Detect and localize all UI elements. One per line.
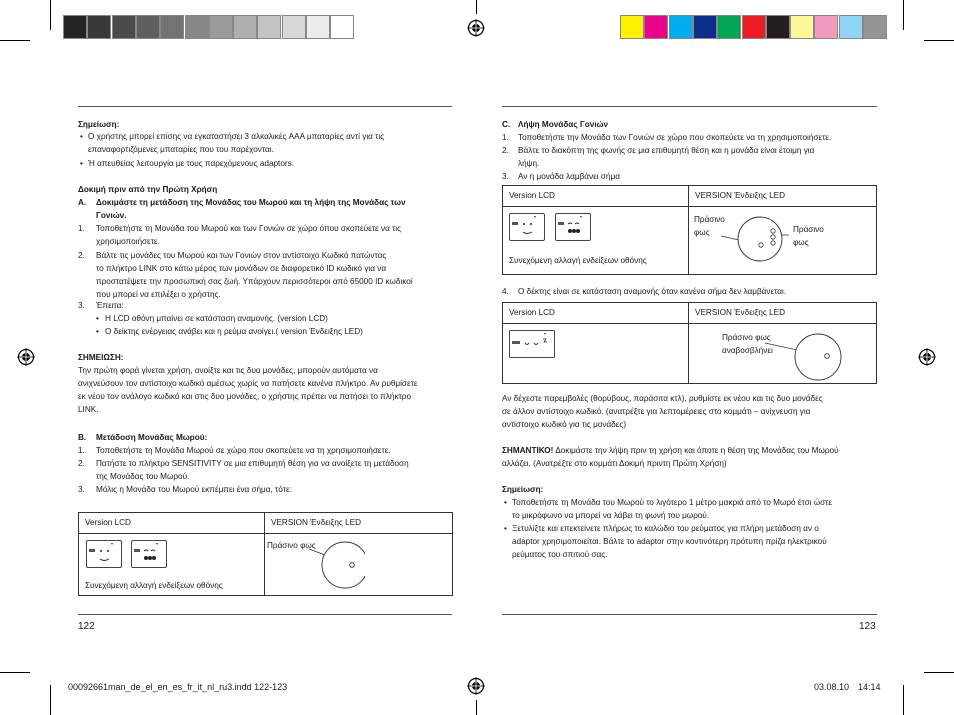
step-number: 3. — [78, 485, 85, 494]
step-text: Τοποθετήστε τη Μονάδα Μωρού σε χώρο που σκοπεύετε να τη χρησιμοποιήσετε. — [96, 446, 391, 455]
led-device-icon — [717, 214, 797, 264]
color-swatch — [160, 15, 184, 39]
color-swatch — [330, 15, 354, 39]
step-item: Ο δείκτης ενέργειας ανάβει και η ρεύμα ανοίγει.( version Ένδειξης LED) — [105, 327, 363, 336]
step-number: 2. — [78, 251, 85, 260]
color-swatch — [839, 15, 863, 39]
note-line: LINK. — [78, 405, 99, 414]
paragraph-line: σε άλλον αντίστοιχο κωδικό. (ανατρέξτε για λεπτομέρειες στο κομμάτι – ανίχνευση για — [502, 407, 811, 416]
step-number: 1. — [502, 133, 509, 142]
paragraph-line: Αν δέχεστε παρεμβολές (θορύβους, παράσιτα κτλ), ρυθμίστε εκ νέου και τις δυο μονάδες — [502, 394, 823, 403]
subsection-title: Λήψη Μονάδας Γονιών — [518, 120, 609, 129]
table-header: Version LCD — [85, 518, 131, 527]
important-line: αλλάζει. (Ανατρέξτε στο κομμάτι Δοκιμή πριντη Πρώτη Χρήση) — [502, 459, 727, 468]
step-text: Μόλις η Μονάδα του Μωρού εκπέμπει ένα σήμα, τότε: — [96, 485, 292, 494]
page-number: 123 — [859, 621, 876, 632]
table-header: VERSION Ένδειξης LED — [695, 191, 786, 200]
step-text: Τοποθετήστε την Μονάδα των Γονιών σε χώρο που σκοπεύετε να τη χρησιμοποιήσετε. — [518, 133, 832, 142]
color-swatch — [257, 15, 281, 39]
registration-mark-icon — [17, 348, 35, 366]
top-rule — [502, 106, 877, 107]
important-line: ΣΗΜΑΝΤΙΚΟ! Δοκιμάστε την λήψη πριν τη χρήση και όποτε η θέση της Μονάδας του Μωρού — [502, 446, 839, 455]
bottom-rule — [78, 614, 452, 615]
color-swatch — [136, 15, 160, 39]
note-title: Σημείωση: — [78, 120, 120, 129]
color-swatch — [620, 15, 644, 39]
crop-mark — [0, 40, 30, 41]
note-item: Ή απευθείας λειτουργία με τους παρεχόμενους adaptors. — [88, 159, 294, 168]
color-swatch — [87, 15, 111, 39]
crop-mark — [0, 672, 30, 673]
slug-filename: 00092661man_de_el_en_es_fr_it_nl_ru3.indd 122-123 — [68, 682, 288, 692]
slug-date: 03.08.10 — [814, 682, 850, 692]
color-swatch — [112, 15, 136, 39]
step-text: λήψη. — [518, 159, 540, 168]
table-header: VERSION Ένδειξης LED — [695, 308, 786, 317]
note-item: ρεύματος του σπιτιού σας. — [512, 550, 608, 559]
subsection-title: Δοκιμάστε τη μετάδοση της Μονάδας του Μωρού και τη λήψη της Μονάδας των — [96, 198, 406, 207]
step-number: 2. — [502, 146, 509, 155]
step-text: Πατήστε το πλήκτρο SENSITIVITY σε μια επιθυμητή θέση για να ανοίξετε τη μετάδοση — [96, 459, 409, 468]
crop-mark — [924, 672, 954, 673]
lcd-screen-icon — [509, 330, 555, 358]
table-header: Version LCD — [509, 308, 555, 317]
bullet-icon: • — [504, 524, 507, 533]
led-label: Πράσινο φως — [267, 541, 316, 550]
crop-mark — [924, 40, 954, 41]
note-item: επαναφορτιζόμενες μπαταρίες που του παρέχονται. — [88, 145, 274, 154]
color-swatch — [63, 15, 87, 39]
note-line: ανιχνεύσουν τον αντίστοιχο κωδικό αμέσως χωρίς να πατήσετε κανένα πλήκτρο. Αν ρυθμίσετε — [78, 379, 418, 388]
crop-mark — [50, 685, 51, 715]
step-label: C. — [502, 120, 511, 129]
led-device-icon — [763, 329, 849, 383]
important-label: ΣΗΜΑΝΤΙΚΟ! — [502, 446, 554, 455]
crop-mark — [903, 685, 904, 715]
registration-mark-icon — [467, 677, 485, 695]
step-text: της Μονάδας του Μωρού. — [96, 472, 190, 481]
note-line: εκ νέου τον ανάλογο κωδικό και στις δυο μονάδες, ο χρήστης πρέπει να πατήσει το πλήκτρο — [78, 392, 411, 401]
color-swatch — [814, 15, 838, 39]
table-header: Version LCD — [509, 191, 555, 200]
crop-mark — [476, 700, 477, 715]
step-item: Η LCD οθόνη μπαίνει σε κατάσταση αναμονής. (version LCD) — [105, 314, 328, 323]
step-text: προστατέψετε την προσωπική σας ζωή. Υπάρχουν περισσότεροι από 65000 ID κωδικοί — [96, 277, 413, 286]
color-swatch — [185, 15, 209, 39]
bullet-icon: • — [504, 498, 507, 507]
note-title: ΣΗΜΕΙΩΣΗ: — [78, 353, 124, 362]
step-number: 3. — [502, 172, 509, 181]
color-swatch — [209, 15, 233, 39]
bullet-icon: • — [96, 327, 99, 336]
led-label: αναβοσβλήνει — [722, 346, 773, 355]
step-label: A. — [78, 198, 87, 207]
page-number: 122 — [78, 621, 95, 632]
note-item: Τοποθετήστε τη Μονάδα του Μωρού το λιγότερο 1 μέτρο μακριά από το Μωρό έτσι ώστε — [512, 498, 833, 507]
led-label: φως — [793, 238, 809, 247]
color-swatch — [766, 15, 790, 39]
color-swatch — [282, 15, 306, 39]
note-item: Ξετυλίξτε και επεκτείνετε πλήρως το καλώδιο του ρεύματος για πλήρη μετάδοση αν ο — [512, 524, 819, 533]
step-number: 1. — [78, 446, 85, 455]
slug-time: 14:14 — [858, 682, 881, 692]
lcd-screen-icon — [131, 540, 167, 568]
subsection-title: Μετάδοση Μονάδας Μωρού: — [96, 433, 208, 442]
bullet-icon: • — [80, 159, 83, 168]
crop-mark — [903, 0, 904, 30]
step-number: 2. — [78, 459, 85, 468]
color-swatch — [790, 15, 814, 39]
step-text: Βάλτε τις μονάδες του Μωρού και των Γονιών στον αντίστοιχο Κωδικό πατώντας — [96, 251, 387, 260]
led-label: Πράσινο — [694, 215, 725, 224]
section-title: Δοκιμή πριν από την Πρώτη Χρήση — [78, 185, 218, 194]
note-item: Ο χρήστης μπορεί επίσης να εγκαταστήσει 3 αλκαλικές AAA μπαταρίες αντί για τις — [88, 132, 385, 141]
color-swatch — [306, 15, 330, 39]
color-swatch — [717, 15, 741, 39]
led-device-icon — [265, 537, 365, 595]
led-label: φως — [694, 228, 710, 237]
step-label: B. — [78, 433, 87, 442]
step-text: Αν η μονάδα λαμβάνει σήμα — [518, 172, 620, 181]
indicator-table — [502, 185, 877, 275]
indicator-table — [78, 512, 453, 596]
color-swatch — [669, 15, 693, 39]
crop-mark — [476, 0, 477, 14]
crop-mark — [50, 0, 51, 30]
table-header: VERSION Ένδειξης LED — [271, 518, 362, 527]
step-text: το πλήκτρο LINK στο κάτω μέρος των μονάδων σε διαφορετικό ID κωδικό για να — [96, 264, 387, 273]
led-label: Πράσινο φως — [722, 333, 771, 342]
bottom-rule — [502, 614, 877, 615]
step-text: χρησιμοποιήσετε. — [96, 237, 160, 246]
paragraph-line: αντίστοιχο κωδικό για τις μονάδες) — [502, 420, 627, 429]
subsection-title: Γονιών. — [96, 211, 127, 220]
step-number: 4. — [502, 287, 509, 296]
lcd-screen-icon — [509, 213, 545, 241]
led-label: Πράσινο — [793, 225, 824, 234]
top-rule — [78, 106, 452, 107]
bullet-icon: • — [96, 314, 99, 323]
step-text: Έπειτα: — [96, 301, 124, 310]
step-text: Βάλτε το διακόπτη της φωνής σε μια επιθυμητή θέση και η μονάδα είναι έτοιμη για — [518, 146, 815, 155]
step-text: Τοποθετήστε τη Μονάδα του Μωρού και των Γονιών σε χώρο όπου σκοπεύετε να τις — [96, 224, 402, 233]
step-text: Ο δέκτης είναι σε κατάσταση αναμονής όταν κανένα σήμα δεν λαμβάνεται. — [518, 287, 787, 296]
indicator-table — [502, 302, 877, 384]
color-swatch — [863, 15, 887, 39]
registration-mark-icon — [918, 348, 936, 366]
note-item: το μικρόφωνο να μπορεί να λάβει τη φωνή του μωρού. — [512, 511, 710, 520]
lcd-caption: Συνεχόμενη αλλαγή ενδείξεων οθόνης — [509, 256, 647, 265]
lcd-screen-icon — [86, 540, 122, 568]
color-swatch — [742, 15, 766, 39]
step-text: που μπορεί να επιλέξει ο χρήστης. — [96, 290, 221, 299]
note-line: Την πρώτη φορά γίνεται χρήση, ανοίξτε και τις δυο μονάδες, μπορούν αυτόματα να — [78, 366, 378, 375]
registration-mark-icon — [467, 19, 485, 37]
step-number: 1. — [78, 224, 85, 233]
lcd-screen-icon — [555, 213, 591, 241]
lcd-caption: Συνεχόμενη αλλαγή ενδείξεων οθόνης — [85, 581, 223, 590]
color-swatch — [233, 15, 257, 39]
bullet-icon: • — [80, 132, 83, 141]
color-swatch — [693, 15, 717, 39]
note-item: adaptor χρησιμοποιείται. Βάλτε το adaptor στην κοντινότερη πρότυπη πρίζα ηλεκτρικού — [512, 537, 827, 546]
step-number: 3. — [78, 301, 85, 310]
color-swatch — [644, 15, 668, 39]
note-title: Σημείωση: — [502, 485, 544, 494]
